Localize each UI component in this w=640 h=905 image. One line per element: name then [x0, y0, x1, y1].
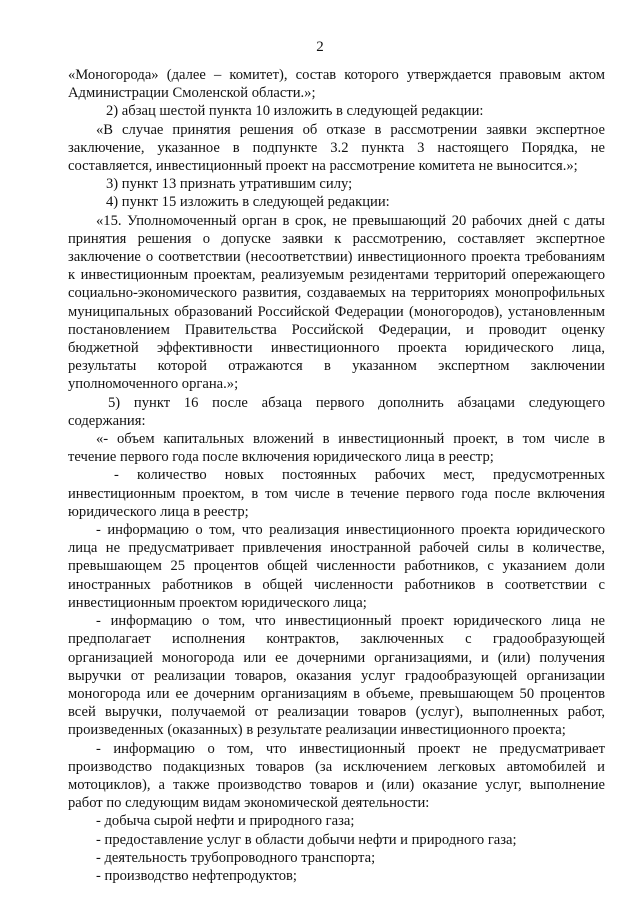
text-line: - деятельность трубопроводного транспорта;	[96, 849, 376, 866]
text-line: 4) пункт 15 изложить в следующей редакции:	[106, 194, 390, 211]
text-line: - информацию о том, что инвестиционный проект не предусматривает	[96, 740, 605, 757]
text-line: всей выручки, получаемой от реализации товаров (услуг), выполненных работ,	[68, 704, 605, 721]
text-line: произведенных (оказанных) в результате реализации инвестиционного проекта;	[68, 722, 566, 739]
text-line: выручки от реализации товаров, оказания услуг градообразующей организации	[68, 667, 605, 684]
text-line: инвестиционным проектом юридического лица;	[68, 594, 367, 611]
text-line: организацией моногорода или ее дочерними организациями, и (или) получения	[68, 649, 605, 666]
text-line: результаты которой отражаются в указанном экспертном заключении	[68, 358, 605, 375]
text-line: инвестиционным проектом, в том числе в течение первого года после включения	[68, 485, 605, 502]
text-line: муниципальных образований Российской Федерации (моногородов), установленным	[68, 303, 605, 320]
text-line: - предоставление услуг в области добычи нефти и природного газа;	[96, 831, 517, 848]
text-line: иностранных работников в общей численности работников в соответствии с	[68, 576, 605, 593]
text-line: предполагает исполнения контрактов, заключенных с градообразующей	[68, 631, 605, 648]
text-line: Администрации Смоленской области.»;	[68, 85, 316, 102]
text-line: 2) абзац шестой пункта 10 изложить в следующей редакции:	[106, 103, 484, 120]
text-line: содержания:	[68, 412, 146, 429]
text-line: «15. Уполномоченный орган в срок, не превышающий 20 рабочих дней с даты	[96, 212, 605, 229]
text-line: «В случае принятия решения об отказе в рассмотрении заявки экспертное	[96, 121, 605, 138]
text-line: юридического лица в реестр;	[68, 503, 249, 520]
text-line: течение первого года после включения юридического лица в реестр;	[68, 449, 494, 466]
text-line: лица не предусматривает привлечения иностранной рабочей силы в количестве,	[68, 540, 605, 557]
text-line: социально-экономического развития, создаваемых на территориях монопрофильных	[68, 285, 605, 302]
text-line: - количество новых постоянных рабочих мест, предусмотренных	[114, 467, 605, 484]
document-body	[68, 66, 605, 885]
text-line: превышающем 25 процентов общей численности работников, с указанием доли	[68, 558, 605, 575]
text-line: бюджетной эффективности инвестиционного проекта юридического лица,	[68, 340, 605, 357]
page-number: 2	[316, 39, 324, 55]
text-line: - информацию о том, что инвестиционный проект юридического лица не	[96, 613, 605, 630]
text-line: заключение, указанное в подпункте 3.2 пункта 3 настоящего Порядка, не	[68, 139, 605, 156]
text-line: работ по следующим видам экономической деятельности:	[68, 795, 430, 812]
text-line: - информацию о том, что реализация инвестиционного проекта юридического	[96, 522, 605, 539]
text-line: «Моногорода» (далее – комитет), состав которого утверждается правовым актом	[68, 67, 605, 83]
text-line: 3) пункт 13 признать утратившим силу;	[106, 176, 353, 193]
text-line: принятия решения о допуске заявки к рассмотрению, составляет экспертное	[68, 230, 605, 247]
text-line: к инвестиционным проектам, реализуемым резидентами территорий опережающего	[68, 267, 605, 284]
text-line: мотоциклов), а также производство товаров и (или) оказание услуг, выполнение	[68, 776, 605, 793]
text-line: моногорода или ее дочерним организациям в объеме, превышающем 50 процентов	[68, 685, 605, 702]
text-line: заключение о соответствии (несоответствии) инвестиционного проекта требованиям	[68, 249, 605, 266]
text-line: 5) пункт 16 после абзаца первого дополнить абзацами следующего	[108, 394, 605, 411]
text-line: составляется, инвестиционный проект на рассмотрение комитета не выносится.»;	[68, 158, 578, 175]
text-line: производство подакцизных товаров (за исключением легковых автомобилей и	[68, 758, 605, 775]
text-line: - производство нефтепродуктов;	[96, 867, 297, 884]
text-line: - добыча сырой нефти и природного газа;	[96, 813, 355, 830]
text-line: «- объем капитальных вложений в инвестиционный проект, в том числе в	[96, 431, 605, 448]
text-line: постановлением Правительства Российской Федерации, и проводит оценку	[68, 321, 605, 338]
text-line: уполномоченного органа.»;	[68, 376, 239, 393]
